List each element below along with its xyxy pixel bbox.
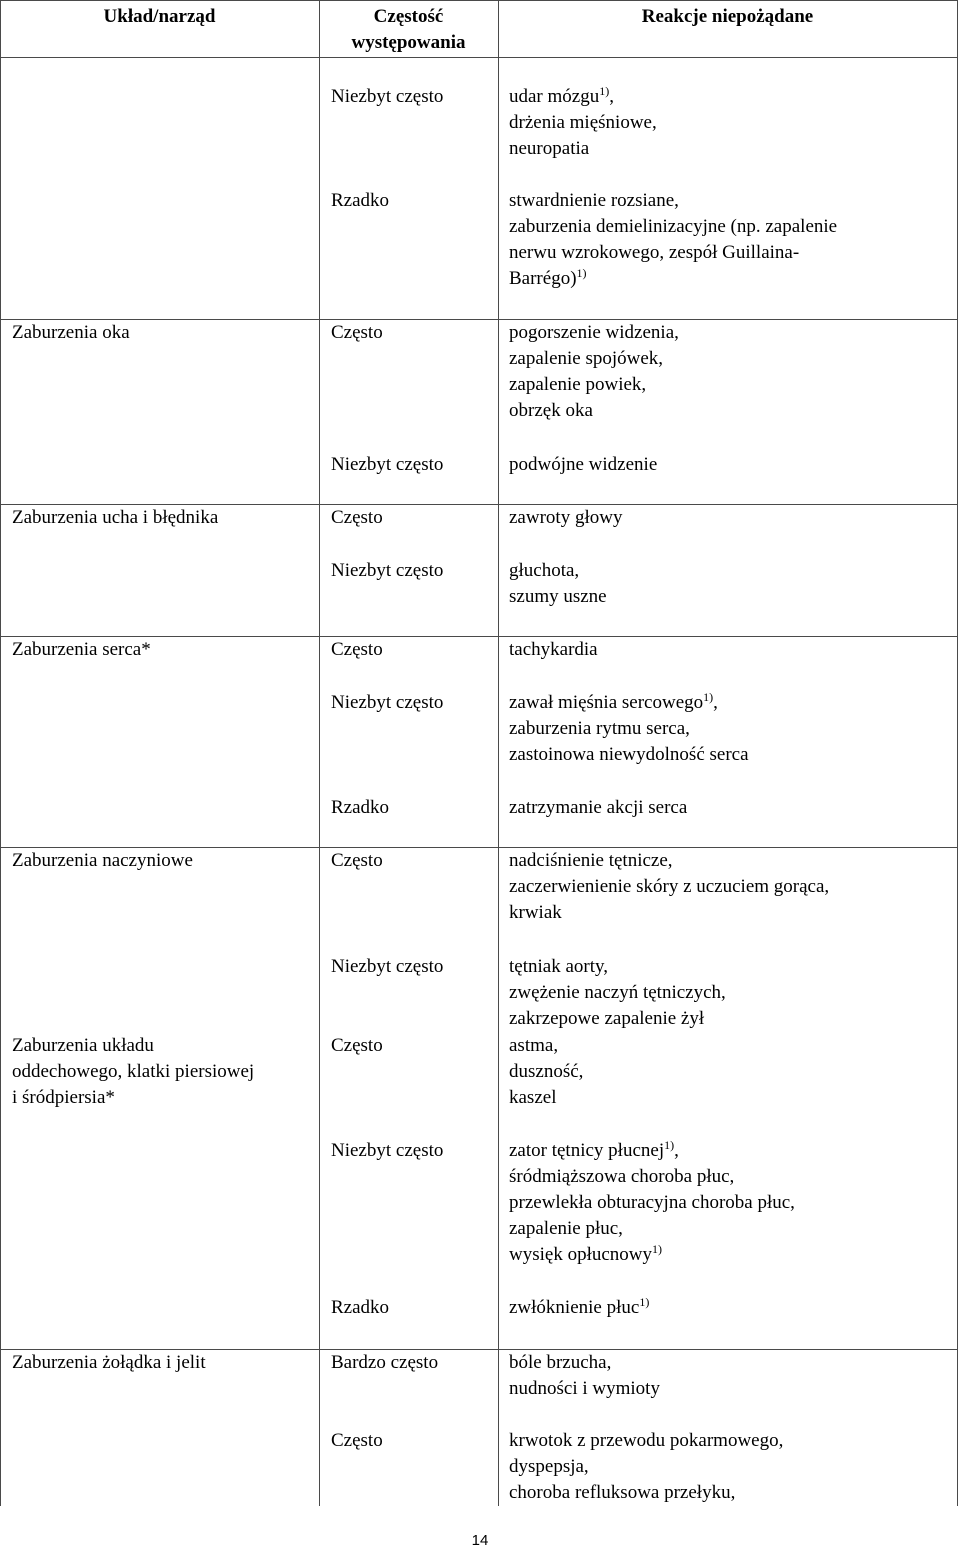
page-number: 14 xyxy=(471,1532,489,1549)
organ-line: Zaburzenia naczyniowe xyxy=(12,850,193,871)
reactions-cell xyxy=(509,320,679,424)
reaction-line: nerwu wzrokowego, zespół Guillaina- xyxy=(509,242,800,263)
reaction-line: zaburzenia rytmu serca, xyxy=(509,718,690,739)
table-top-border xyxy=(0,0,958,1)
organ-cell xyxy=(12,320,130,346)
organ-line: i śródpiersia* xyxy=(12,1087,115,1108)
reactions-cell xyxy=(509,1138,795,1268)
reaction-line: zapalenie powiek, xyxy=(509,374,647,395)
reactions-cell xyxy=(509,1033,583,1111)
frequency-cell: Niezbyt często xyxy=(331,560,444,581)
organ-line: Zaburzenia serca* xyxy=(12,639,151,660)
reaction-line: szumy uszne xyxy=(509,586,607,607)
frequency-cell: Rzadko xyxy=(331,1297,390,1318)
reaction-line: tętniak aorty, xyxy=(509,956,609,977)
reactions-cell xyxy=(509,848,829,926)
reaction-line: zwężenie naczyń tętniczych, xyxy=(509,982,726,1003)
reaction-line: tachykardia xyxy=(509,639,598,660)
frequency-cell: Często xyxy=(331,850,383,871)
organ-line: oddechowego, klatki piersiowej xyxy=(12,1061,255,1082)
reactions-cell xyxy=(509,84,657,162)
reaction-line: udar mózgu$^{1)}$, xyxy=(509,84,614,107)
footnote-marker: 1) xyxy=(576,266,587,280)
reaction-line: zawroty głowy xyxy=(509,507,623,528)
reaction-line: nudności i wymioty xyxy=(509,1378,660,1399)
reactions-cell xyxy=(509,1350,660,1402)
reactions-cell xyxy=(509,795,687,821)
column-divider xyxy=(319,0,320,1506)
reaction-line: neuropatia xyxy=(509,138,590,159)
footnote-marker: 1) xyxy=(599,84,610,98)
footnote-marker: 1) xyxy=(652,1242,663,1256)
organ-cell xyxy=(12,637,151,663)
organ-cell xyxy=(12,848,193,874)
reaction-line: zatrzymanie akcji serca xyxy=(509,797,688,818)
reaction-line: bóle brzucha, xyxy=(509,1352,612,1373)
reaction-line: astma, xyxy=(509,1035,559,1056)
header-frequency-line: Częstość xyxy=(373,6,444,27)
reaction-line: zator tętnicy płucnej$^{1)}$, xyxy=(509,1138,679,1161)
reaction-line: drżenia mięśniowe, xyxy=(509,112,657,133)
header-bottom-border xyxy=(0,57,958,58)
reaction-line: krwiak xyxy=(509,902,562,923)
reaction-line: Barrégo)$^{1)}$ xyxy=(509,266,587,289)
reaction-line: zapalenie spojówek, xyxy=(509,348,664,369)
footnote-marker: 1) xyxy=(703,690,714,704)
column-divider xyxy=(498,0,499,1506)
reaction-line: kaszel xyxy=(509,1087,557,1108)
reactions-cell xyxy=(509,505,622,531)
reactions-cell xyxy=(509,637,598,663)
organ-line: Zaburzenia oka xyxy=(12,322,130,343)
reactions-cell xyxy=(509,954,726,1032)
frequency-cell: Niezbyt często xyxy=(331,692,444,713)
reaction-line: przewlekła obturacyjna choroba płuc, xyxy=(509,1192,795,1213)
frequency-cell: Często xyxy=(331,507,383,528)
header-reactions: Reakcje niepożądane xyxy=(641,6,814,27)
organ-line: Zaburzenia ucha i błędnika xyxy=(12,507,219,528)
reaction-line: zwłóknienie płuc$^{1)}$ xyxy=(509,1295,650,1318)
reaction-line: obrzęk oka xyxy=(509,400,593,421)
frequency-cell: Często xyxy=(331,1035,383,1056)
reactions-cell xyxy=(509,558,607,610)
reaction-line: wysięk opłucnowy$^{1)}$ xyxy=(509,1242,663,1265)
frequency-cell: Niezbyt często xyxy=(331,956,444,977)
table-right-border xyxy=(957,0,958,1506)
frequency-cell: Niezbyt często xyxy=(331,454,444,475)
reaction-line: nadciśnienie tętnicze, xyxy=(509,850,673,871)
section-divider xyxy=(0,319,958,320)
reactions-cell xyxy=(509,452,657,478)
reaction-line: krwotok z przewodu pokarmowego, xyxy=(509,1430,784,1451)
reaction-line: choroba refluksowa przełyku, xyxy=(509,1482,736,1503)
reaction-line: dyspepsja, xyxy=(509,1456,589,1477)
reaction-line: zakrzepowe zapalenie żył xyxy=(509,1008,705,1029)
table-left-border xyxy=(0,0,1,1506)
reactions-cell xyxy=(509,1428,783,1506)
organ-line: Zaburzenia żołądka i jelit xyxy=(12,1352,206,1373)
organ-cell xyxy=(12,505,218,531)
reactions-cell xyxy=(509,690,749,768)
reactions-cell xyxy=(509,188,837,292)
reaction-line: zaczerwienienie skóry z uczuciem gorąca, xyxy=(509,876,830,897)
frequency-cell: Często xyxy=(331,322,383,343)
header-frequency-line: występowania xyxy=(351,32,466,53)
reaction-line: podwójne widzenie xyxy=(509,454,658,475)
reactions-cell xyxy=(509,1295,649,1321)
reaction-line: zawał mięśnia sercowego$^{1)}$, xyxy=(509,690,718,713)
frequency-cell: Często xyxy=(331,1430,383,1451)
frequency-cell: Rzadko xyxy=(331,797,390,818)
reaction-line: głuchota, xyxy=(509,560,580,581)
organ-cell xyxy=(12,1033,254,1111)
frequency-cell: Często xyxy=(331,639,383,660)
header-frequency xyxy=(319,4,498,56)
frequency-cell: Rzadko xyxy=(331,190,390,211)
reaction-line: śródmiąższowa choroba płuc, xyxy=(509,1166,735,1187)
organ-cell xyxy=(12,1350,206,1376)
frequency-cell: Niezbyt często xyxy=(331,1140,444,1161)
frequency-cell: Niezbyt często xyxy=(331,86,444,107)
reaction-line: zastoinowa niewydolność serca xyxy=(509,744,749,765)
reaction-line: zaburzenia demielinizacyjne (np. zapalenie xyxy=(509,216,838,237)
footnote-marker: 1) xyxy=(664,1138,675,1152)
reaction-line: pogorszenie widzenia, xyxy=(509,322,679,343)
reaction-line: zapalenie płuc, xyxy=(509,1218,623,1239)
frequency-cell: Bardzo często xyxy=(331,1352,439,1373)
reaction-line: duszność, xyxy=(509,1061,584,1082)
header-organ: Układ/narząd xyxy=(103,6,216,27)
reaction-line: stwardnienie rozsiane, xyxy=(509,190,679,211)
footnote-marker: 1) xyxy=(639,1295,650,1309)
organ-line: Zaburzenia układu xyxy=(12,1035,154,1056)
